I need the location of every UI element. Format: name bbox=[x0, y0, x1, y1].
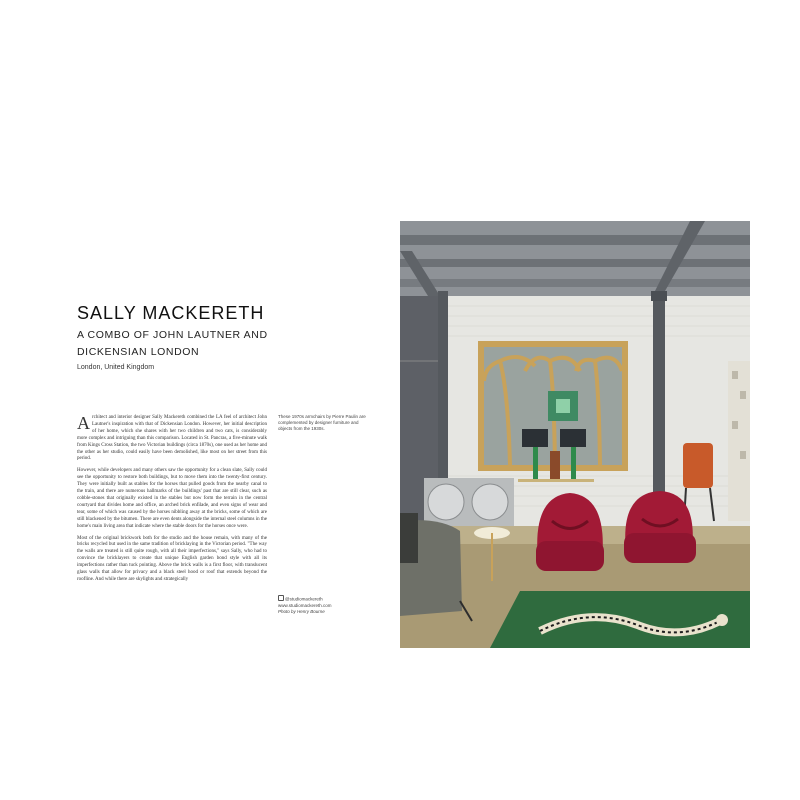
drop-cap: A bbox=[77, 413, 90, 433]
ceiling-beam bbox=[400, 279, 750, 287]
vase bbox=[550, 451, 560, 479]
ceiling-beam bbox=[400, 235, 750, 245]
interior-photo bbox=[400, 221, 750, 648]
article-subtitle: A COMBO OF JOHN LAUTNER AND DICKENSIAN LONDON bbox=[77, 329, 268, 358]
lamp-base bbox=[571, 447, 576, 481]
website-credit: www.studiomackereth.com bbox=[278, 602, 332, 608]
article-title: SALLY MACKERETH bbox=[77, 303, 265, 323]
interior-photo-illustration bbox=[400, 221, 750, 648]
lamp-shade bbox=[560, 429, 586, 447]
lamp-shade bbox=[522, 429, 548, 447]
article-body bbox=[77, 415, 267, 589]
body-paragraph: However, while developers and many others saw the opportunity for a clean slate, Sally could see the opportunity to restore both buildings, but to move them into the twenty-first century. They were initially built as stables for the horses that pulled goods from the nearby canal to the train, and there are numerous hallmarks of the buildings' past that are still clear, such as cobble-stones that originally existed in the stables but now form the terrain in the central courtyard that divides home and office, an arched brick enfilade, and even signs of wear and tear, some of which was caused by the horses nibbling away at the bricks, some of which are still blackened by the bitumen. There are even dents alongside the internal steel columns in the home's main living area that indicate where the stable doors for the horses once were. bbox=[77, 468, 267, 529]
photographer-credit: Photo by Henry Bourne bbox=[278, 608, 325, 614]
photo-caption: These 1970s armchairs by Pierre Paulin are complemented by designer furniture and objects from the 1930s. bbox=[278, 414, 366, 431]
body-paragraph: Most of the original brickwork both for the studio and the house remain, with many of the bricks recycled but used in the same tradition of bricklaying in the Victorian period. "The way the walls are treated is still quite rough, with all their imperfections," says Sally, who had to convince the bricklayers to create that unique English garden bond style with all its imperfections rather than tuck pointing. Above the brick walls is a first floor, with translucent glass walls that allow for privacy and a black steel hood or roof that extends beyond the roofline. And while there are skylights and strategically bbox=[77, 535, 267, 582]
lamp-base bbox=[533, 447, 538, 481]
orange-chair bbox=[683, 443, 713, 488]
article-location: London, United Kingdom bbox=[77, 364, 155, 371]
instagram-handle: @studiomackereth bbox=[285, 596, 323, 602]
instagram-credit bbox=[278, 595, 378, 603]
photo-credits bbox=[278, 595, 378, 615]
paragraph-text: rchitect and interior designer Sally Mackereth combined the LA feel of architect John Lautner's inspiration with that of Dickensian London. However, her initial description of her home, which she shares with her two children and two cats, is considerably more complex and intriguing than this comparison. Located in St. Pancras, a five-minute walk from Kings Cross Station, the two Victorian buildings (circa 1870s), one used as her home and the other as her studio, could easily have been demolished, like most on her street from this period. bbox=[77, 415, 267, 462]
body-paragraph bbox=[77, 415, 267, 463]
console-table bbox=[518, 479, 594, 482]
ceiling-beam bbox=[400, 259, 750, 267]
instagram-icon bbox=[278, 595, 284, 601]
cushion bbox=[400, 513, 418, 563]
cabinet bbox=[728, 361, 750, 521]
